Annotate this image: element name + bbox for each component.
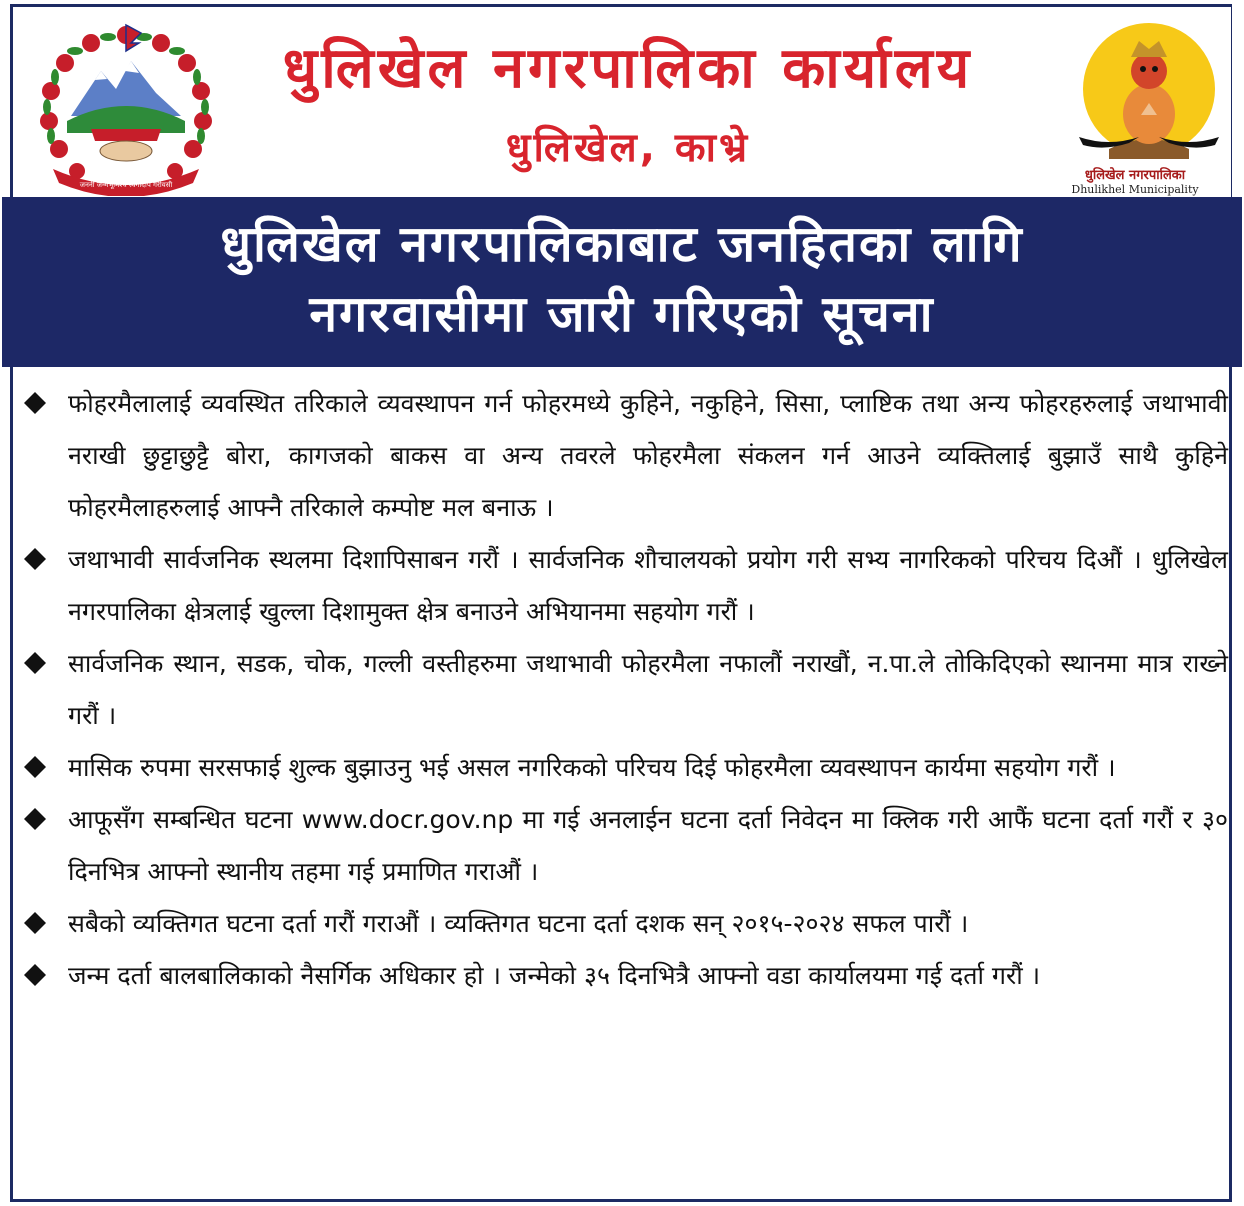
diamond-bullet-icon [22, 650, 48, 676]
banner-line-2: नगरवासीमा जारी गरिएको सूचना [309, 285, 935, 343]
diamond-bullet-icon [22, 390, 48, 416]
diamond-bullet-icon [22, 806, 48, 832]
logo-label-nepali: धुलिखेल नगरपालिका [1084, 168, 1186, 183]
header [13, 7, 1231, 197]
notice-text: आफूसँग सम्बन्धित घटना www.docr.gov.np मा गई अनलाईन घटना दर्ता निवेदन मा क्लिक गरी आफैं घटना दर्ता गरौं र ३० दिनभित्र आफ्नो स्थानीय तहमा गई प्रमाणित गराऔं । [68, 805, 1228, 886]
notice-list [16, 378, 1228, 1002]
notice-text: मासिक रुपमा सरसफाई शुल्क बुझाउनु भई असल नगरिकको परिचय दिई फोहरमैला व्यवस्थापन कार्यमा सहयोग गरौं । [68, 753, 1116, 782]
notice-text: सबैको व्यक्तिगत घटना दर्ता गरौं गराऔं । व्यक्तिगत घटना दर्ता दशक सन् २०१५-२०२४ सफल पारौं । [68, 909, 969, 938]
office-location: धुलिखेल, काभ्रे [505, 125, 751, 171]
notice-text: जथाभावी सार्वजनिक स्थलमा दिशापिसाबन गरौं । सार्वजनिक शौचालयको प्रयोग गरी सभ्य नागरिकको परिचय दिऔं । धुलिखेल नगरपालिका क्षेत्रलाई खुल्ला दिशामुक्त क्षेत्र बनाउने अभियानमा सहयोग गरौं । [68, 545, 1228, 626]
diamond-bullet-icon [22, 754, 48, 780]
logo-label-english: Dhulikhel Municipality [1071, 183, 1199, 196]
notice-item [16, 898, 1228, 950]
office-title: धुलिखेल नगरपालिका कार्यालय [282, 36, 974, 101]
diamond-bullet-icon [22, 962, 48, 988]
diamond-bullet-icon [22, 910, 48, 936]
nepal-government-emblem-icon [31, 21, 221, 196]
notice-text: फोहरमैलालाई व्यवस्थित तरिकाले व्यवस्थापन गर्न फोहरमध्ये कुहिने, नकुहिने, सिसा, प्लाष्टिक तथा अन्य फोहरहरुलाई जथाभावी नराखी छुट्टाछुट्टै बोरा, कागजको बाकस वा अन्य तवरले फोहरमैला संकलन गर्न आउने व्यक्तिलाई बुझाउँ साथै कुहिने फोहरमैलाहरुलाई आफ्नै तरिकाले कम्पोष्ट मल बनाऊ । [68, 389, 1228, 522]
notice-item [16, 950, 1228, 1002]
notice-banner [2, 197, 1242, 367]
logo-label [1055, 165, 1215, 196]
notice-text: सार्वजनिक स्थान, सडक, चोक, गल्ली वस्तीहरुमा जथाभावी फोहरमैला नफालौं नराखौं, न.पा.ले तोकिदिएको स्थानमा मात्र राख्ने गरौं । [68, 649, 1228, 730]
emblem-motto: जननी जन्मभूमिश्च स्वर्गादपि गरीयसी [79, 181, 173, 189]
notice-item [16, 794, 1228, 898]
notice-item [16, 534, 1228, 638]
notice-item [16, 378, 1228, 534]
notice-text: जन्म दर्ता बालबालिकाको नैसर्गिक अधिकार हो । जन्मेको ३५ दिनभित्रै आफ्नो वडा कार्यालयमा गई दर्ता गरौं । [68, 961, 1041, 990]
banner-line-1: धुलिखेल नगरपालिकाबाट जनहितका लागि [220, 215, 1024, 273]
notice-item [16, 742, 1228, 794]
notice-item [16, 638, 1228, 742]
diamond-bullet-icon [22, 546, 48, 572]
